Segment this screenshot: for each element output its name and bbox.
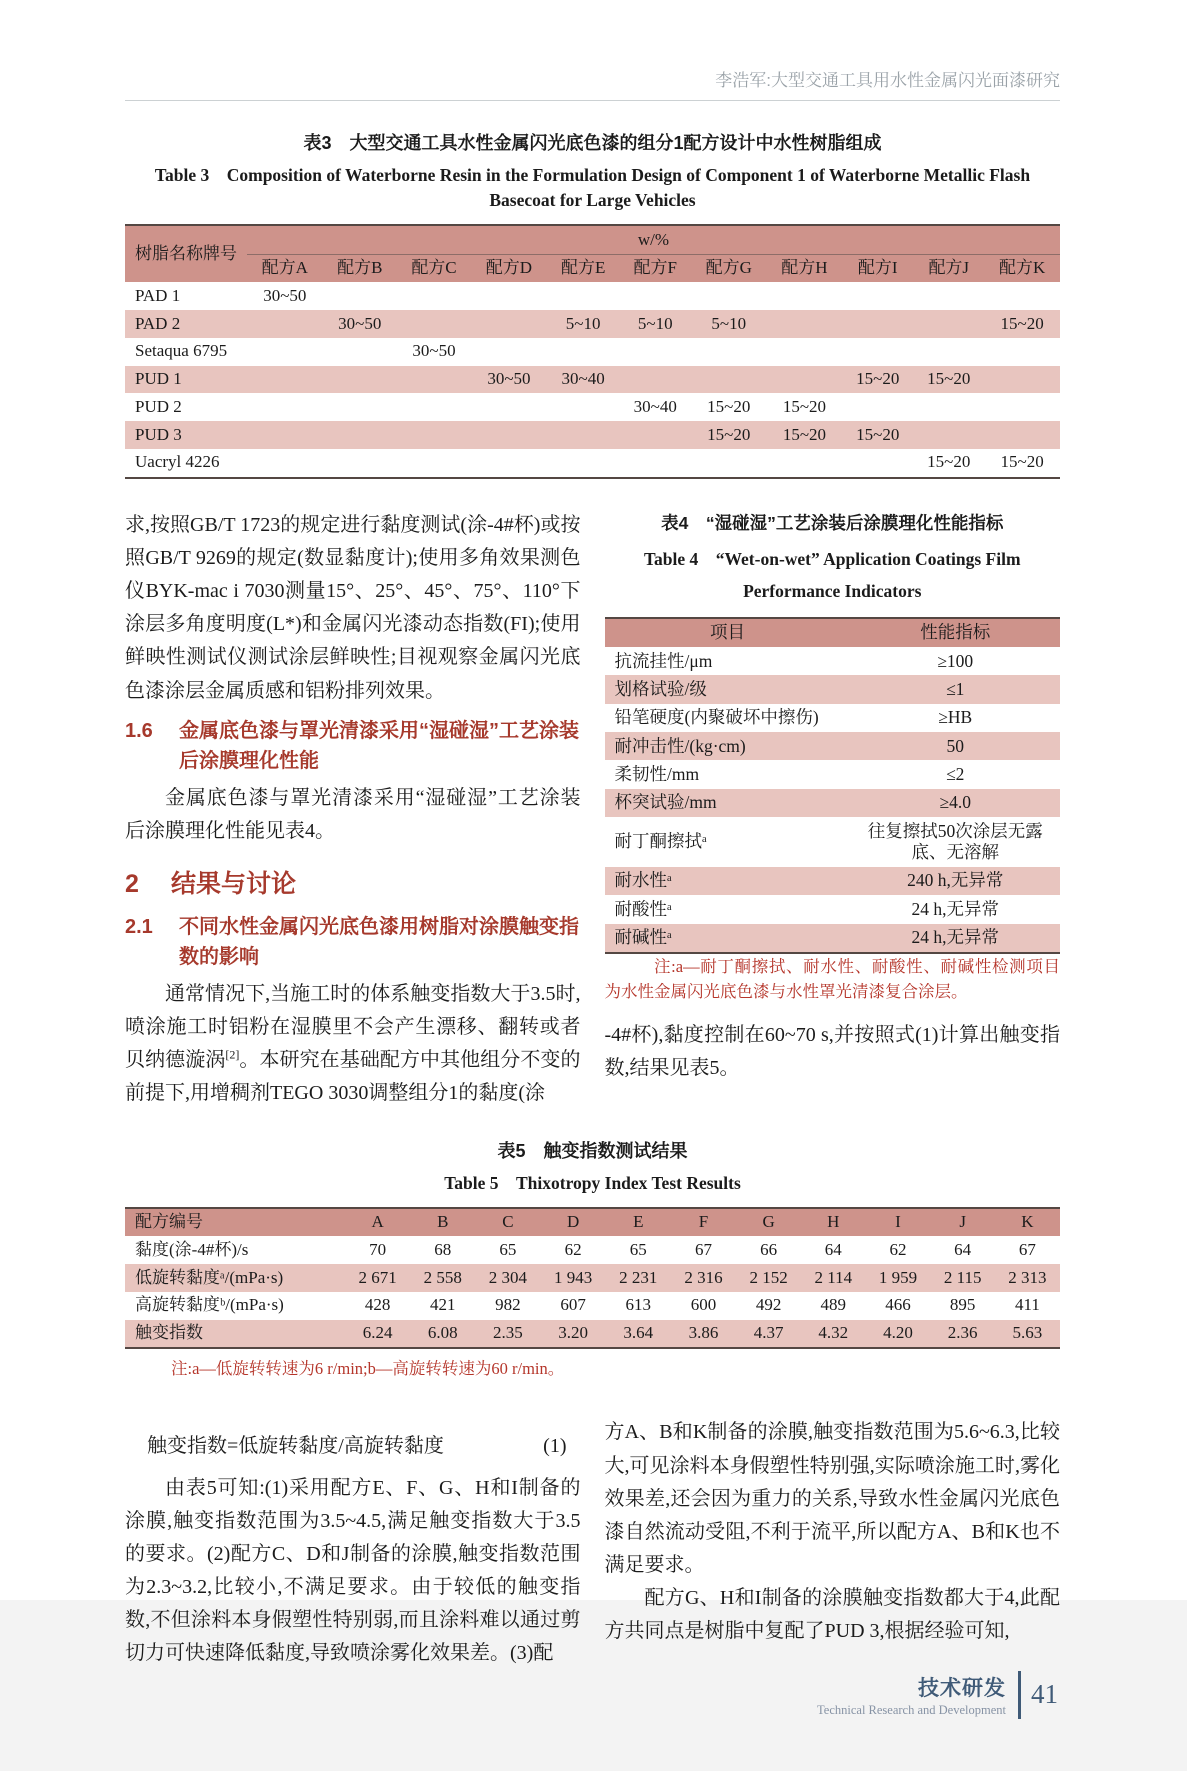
right-column-bottom [605, 1416, 1061, 1670]
table-row [125, 393, 1060, 421]
table-cell [767, 310, 843, 338]
table-cell [620, 338, 691, 366]
table-cell [397, 421, 471, 449]
table3 [125, 224, 1060, 479]
table-row [605, 895, 1061, 923]
table-cell: 66 [760, 1239, 778, 1259]
row-label: PUD 1 [125, 366, 247, 394]
table-cell: 30~50 [471, 366, 547, 394]
table-cell [547, 282, 620, 310]
table4-title-zh: 表4 “湿碰湿”工艺涂装后涂膜理化性能指标 [661, 512, 1004, 533]
table-cell: ≥HB [938, 707, 973, 728]
table-cell: 2.35 [475, 1320, 540, 1349]
table-cell: 2 558 [410, 1264, 475, 1292]
table-cell [547, 393, 620, 421]
table3-header-row-2 [125, 254, 1060, 282]
table-cell [767, 366, 843, 394]
table-cell [247, 338, 323, 366]
table-cell: 30~50 [412, 341, 456, 361]
table3-titles [125, 129, 1060, 211]
table-cell [984, 282, 1060, 310]
footer-divider [1018, 1671, 1021, 1719]
table4-titles [605, 509, 1061, 606]
table-row [125, 1320, 1060, 1349]
table-cell [620, 421, 691, 449]
table-row [605, 704, 1061, 732]
table-cell [913, 338, 984, 366]
table-cell [397, 449, 471, 478]
table-cell: 2 313 [995, 1264, 1060, 1292]
table-row [125, 338, 1060, 366]
column-header: 配方K [984, 254, 1060, 282]
table3-title-en-line1: Table 3 Composition of Waterborne Resin in the Formulation Design of Component 1 of Waterborne Metallic Flash [154, 165, 1031, 185]
table-row [125, 310, 1060, 338]
footer-section [817, 1672, 1006, 1718]
table-cell: 607 [560, 1295, 586, 1315]
upper-columns [125, 509, 1060, 1111]
footer-section-en: Technical Research and Development [817, 1702, 1006, 1717]
table-cell: 30~50 [263, 285, 307, 305]
paragraph: 由表5可知:(1)采用配方E、F、G、H和I制备的涂膜,触变指数范围为3.5~4.5,满足触变指数大于3.5的要求。(2)配方C、D和J制备的涂膜,触变指数范围为2.3~3.2,比较小,不满足要求。由于较低的触变指数,不但涂料本身假塑性特别弱,而且涂料难以通过剪切力可快速降低黏度,导致喷涂雾化效果差。(3)配 [125, 1476, 581, 1665]
table-cell [767, 449, 843, 478]
table-cell [471, 421, 547, 449]
row-label: 杯突试验/mm [605, 789, 851, 817]
table-cell [842, 338, 913, 366]
table-cell: 6.08 [410, 1320, 475, 1349]
table-cell: 492 [755, 1295, 782, 1315]
table-cell [397, 282, 471, 310]
table-cell: 466 [885, 1295, 911, 1315]
table-cell: 1 959 [865, 1264, 930, 1292]
table-cell [471, 338, 547, 366]
table-cell: 30~40 [633, 396, 677, 416]
table-cell [471, 310, 547, 338]
page-number: 41 [1031, 1679, 1058, 1710]
equation-1 [125, 1430, 581, 1463]
table-cell: 240 h,无异常 [850, 867, 1060, 895]
table-row [605, 924, 1061, 953]
right-column [605, 509, 1061, 1111]
table-cell: 982 [495, 1295, 521, 1315]
table-cell: 895 [949, 1295, 976, 1315]
left-column [125, 509, 581, 1111]
table-cell: 15~20 [707, 396, 751, 416]
row-label: PAD 2 [125, 310, 247, 338]
table-cell [620, 366, 691, 394]
table-cell: 70 [369, 1239, 387, 1259]
table-cell: 往复擦拭50次涂层无露底、无溶解 [867, 820, 1043, 862]
table4-title-en-line1: Table 4 “Wet-on-wet” Application Coatings Film [643, 548, 1021, 569]
table-cell: 30~40 [547, 366, 620, 394]
table-cell [547, 338, 620, 366]
column-header: C [475, 1208, 540, 1237]
table-cell [767, 282, 843, 310]
table-cell: ≥4.0 [850, 789, 1060, 817]
paragraph [125, 978, 581, 1111]
table-cell [323, 338, 397, 366]
table-cell: 67 [694, 1239, 712, 1259]
page-footer [817, 1671, 1060, 1771]
table-cell [913, 421, 984, 449]
table3-title-zh: 表3 大型交通工具水性金属闪光底色漆的组分1配方设计中水性树脂组成 [303, 133, 882, 153]
table-cell: 15~20 [1000, 452, 1044, 472]
table-cell: 600 [690, 1295, 717, 1315]
table-cell: 15~20 [842, 421, 913, 449]
table-cell: 65 [499, 1239, 517, 1259]
table-cell: 421 [430, 1295, 456, 1315]
table4 [605, 617, 1061, 954]
table-cell [842, 310, 913, 338]
table-cell [397, 310, 471, 338]
table-cell [397, 393, 471, 421]
equation-text: 触变指数=低旋转黏度/高旋转黏度 [147, 1435, 444, 1458]
table-row [605, 817, 1061, 867]
column-header: 配方G [691, 254, 767, 282]
table-cell [691, 449, 767, 478]
table4-col-header: 项目 [605, 618, 851, 647]
row-label: 低旋转黏度ᵃ/(mPa·s) [125, 1264, 345, 1292]
table-cell: 2 304 [475, 1264, 540, 1292]
table-cell [620, 282, 691, 310]
column-header: K [995, 1208, 1060, 1237]
citation-ref: [2] [225, 1047, 240, 1062]
table-row [125, 282, 1060, 310]
table-cell: 2 152 [736, 1264, 801, 1292]
row-label: 触变指数 [125, 1320, 345, 1349]
table-cell [547, 421, 620, 449]
table-cell: 65 [629, 1239, 647, 1259]
table-cell [247, 421, 323, 449]
table-cell: 62 [564, 1239, 582, 1259]
table-cell [767, 338, 843, 366]
column-header: 配方B [323, 254, 397, 282]
table-cell: 2.36 [931, 1320, 995, 1349]
table5-title-en: Table 5 Thixotropy Index Test Results [444, 1172, 741, 1193]
table-cell [984, 338, 1060, 366]
row-label: 抗流挂性/μm [614, 650, 713, 671]
row-label: Uacryl 4226 [135, 452, 220, 472]
table-cell [842, 282, 913, 310]
table3-section [125, 129, 1060, 479]
table-cell: 613 [625, 1295, 652, 1315]
table-cell: 3.86 [671, 1320, 736, 1349]
table-cell [691, 282, 767, 310]
table-cell [247, 310, 323, 338]
row-label: PUD 3 [125, 421, 247, 449]
table-cell [984, 366, 1060, 394]
row-label: 耐冲击性/(kg·cm) [605, 732, 851, 760]
column-header: H [801, 1208, 865, 1237]
heading-number: 2.1 [125, 915, 153, 938]
column-header: 配方F [620, 254, 691, 282]
table-row [125, 1236, 1060, 1264]
table-cell: 15~20 [842, 366, 913, 394]
table-cell: 5~10 [691, 310, 767, 338]
table-cell: 4.37 [736, 1320, 801, 1349]
table5-note: 注:a—低旋转转速为6 r/min;b—高旋转转速为60 r/min。 [171, 1359, 565, 1379]
table-cell: 4.20 [865, 1320, 930, 1349]
table-cell [842, 393, 913, 421]
table-cell [247, 393, 323, 421]
column-header: 配方C [397, 254, 471, 282]
table3-title-en-line2: Basecoat for Large Vehicles [489, 190, 696, 210]
table-row [605, 789, 1061, 817]
table-cell: 67 [1018, 1239, 1036, 1259]
column-header: 配方E [547, 254, 620, 282]
table-cell [247, 366, 323, 394]
table-cell: 1 943 [541, 1264, 606, 1292]
table3-span-header: w/% [247, 225, 1060, 254]
table3-corner-header: 树脂名称牌号 [125, 225, 247, 282]
equation-number: (1) [543, 1435, 567, 1458]
table-cell: 24 h,无异常 [850, 924, 1060, 953]
table-cell: 15~20 [767, 421, 843, 449]
table-cell [691, 366, 767, 394]
table5-titles [125, 1137, 1060, 1195]
table-cell: 3.20 [541, 1320, 606, 1349]
table-cell: 68 [434, 1239, 452, 1259]
row-label: 耐丁酮擦拭ᵃ [614, 831, 707, 852]
table4-title-en-line2: Performance Indicators [743, 580, 922, 601]
row-label: 高旋转黏度ᵇ/(mPa·s) [135, 1295, 284, 1315]
column-header: A [345, 1208, 410, 1237]
heading-2-1 [125, 912, 581, 972]
table-cell: 15~20 [782, 396, 827, 416]
table4-section [605, 509, 1061, 1005]
table-row [125, 449, 1060, 478]
heading-2 [125, 868, 581, 902]
table5-section [125, 1137, 1060, 1399]
table-cell [323, 449, 397, 478]
paragraph: 求,按照GB/T 1723的规定进行黏度测试(涂-4#杯)或按照GB/T 9269的规定(数显黏度计);使用多角效果测色仪BYK-mac i 7030测量15°、25°、45°、75°、110°下涂层多角度明度(L*)和金属闪光漆动态指数(FI);使用鲜映性测试仪测试涂层鲜映性;目视观察金属闪光底色漆涂层金属质感和铝粉排列效果。 [125, 513, 581, 702]
table5-title-zh: 表5 触变指数测试结果 [497, 1140, 688, 1161]
table-cell: ≤2 [946, 763, 965, 784]
table-row [605, 647, 1061, 675]
row-label: 耐酸性ᵃ [614, 898, 672, 919]
lower-columns [125, 1416, 1060, 1670]
footer-section-zh: 技术研发 [918, 1676, 1006, 1700]
row-label: PAD 1 [135, 285, 181, 305]
table-cell: ≥100 [937, 650, 974, 671]
table3-header-row-1 [125, 225, 1060, 254]
table-cell: 489 [820, 1295, 847, 1315]
row-label: 黏度(涂-4#杯)/s [135, 1239, 249, 1259]
table-cell [323, 282, 397, 310]
table-cell: 15~20 [691, 421, 767, 449]
table-cell: 64 [824, 1239, 842, 1259]
table-cell [471, 449, 547, 478]
table-cell [913, 393, 984, 421]
table-cell [471, 393, 547, 421]
table-cell [620, 449, 691, 478]
table-cell [323, 366, 397, 394]
heading-text: 不同水性金属闪光底色漆用树脂对涂膜触变指数的影响 [179, 915, 579, 968]
row-label: 柔韧性/mm [614, 763, 700, 784]
row-label: PUD 2 [135, 396, 182, 416]
heading-text: 金属底色漆与罩光清漆采用“湿碰湿”工艺涂装后涂膜理化性能 [179, 719, 579, 772]
table-cell [913, 282, 984, 310]
table-cell: 2 114 [801, 1264, 865, 1292]
table-cell [471, 282, 547, 310]
column-header: F [671, 1208, 736, 1237]
table-cell: 15~20 [984, 310, 1060, 338]
paragraph: 配方G、H和I制备的涂膜触变指数都大于4,此配方共同点是树脂中复配了PUD 3,根据经验可知, [604, 1587, 1060, 1643]
table-cell: 5.63 [995, 1320, 1060, 1349]
table4-note: 注:a—耐丁酮擦拭、耐水性、耐酸性、耐碱性检测项目为水性金属闪光底色漆与水性罩光清漆复合涂层。 [604, 956, 1060, 1002]
row-label: Setaqua 6795 [135, 341, 228, 361]
column-header: E [606, 1208, 671, 1237]
table-cell: 50 [850, 732, 1060, 760]
table-cell [397, 366, 471, 394]
table-cell [691, 338, 767, 366]
heading-number: 2 [125, 870, 139, 899]
table-cell: 62 [889, 1239, 907, 1259]
paragraph: -4#杯),黏度控制在60~70 s,并按照式(1)计算出触变指数,结果见表5。 [604, 1024, 1060, 1080]
column-header: G [736, 1208, 801, 1237]
table-cell [323, 421, 397, 449]
table-row [125, 421, 1060, 449]
table-row [125, 366, 1060, 394]
table-cell: 2 115 [931, 1264, 995, 1292]
column-header: 配方A [247, 254, 323, 282]
table-cell [984, 421, 1060, 449]
left-column-bottom [125, 1416, 581, 1670]
paragraph: 金属底色漆与罩光清漆采用“湿碰湿”工艺涂装后涂膜理化性能见表4。 [125, 786, 581, 842]
table-cell [842, 449, 913, 478]
table-cell [323, 393, 397, 421]
table-cell: 5~10 [547, 310, 620, 338]
table-cell: 15~20 [927, 452, 971, 472]
table-row [605, 760, 1061, 788]
table-cell: 6.24 [345, 1320, 410, 1349]
column-header: 配方D [471, 254, 547, 282]
column-header: D [541, 1208, 606, 1237]
heading-text: 结果与讨论 [171, 870, 297, 899]
row-label: 铅笔硬度(内聚破坏中擦伤) [614, 707, 819, 728]
table-cell: 428 [364, 1295, 391, 1315]
table-cell [984, 393, 1060, 421]
table-cell [547, 449, 620, 478]
table-cell: 4.32 [801, 1320, 865, 1349]
table5-corner-header: 配方编号 [125, 1208, 345, 1237]
table-row [605, 867, 1061, 895]
table-row [605, 675, 1061, 703]
table-row [125, 1292, 1060, 1320]
table-cell [247, 449, 323, 478]
row-label: 耐碱性ᵃ [605, 924, 851, 953]
table5-header-row [125, 1208, 1060, 1237]
table-cell: 64 [954, 1239, 972, 1259]
column-header: I [865, 1208, 930, 1237]
column-header: 配方J [913, 254, 984, 282]
running-title: 李浩军:大型交通工具用水性金属闪光面漆研究 [125, 66, 1060, 101]
table-cell: 30~50 [323, 310, 397, 338]
table-cell: 2 316 [671, 1264, 736, 1292]
row-label: 划格试验/级 [605, 675, 851, 703]
table5 [125, 1207, 1060, 1350]
table-cell: 411 [1014, 1295, 1040, 1315]
column-header: B [410, 1208, 475, 1237]
heading-number: 1.6 [125, 719, 153, 742]
paragraph: 方A、B和K制备的涂膜,触变指数范围为5.6~6.3,比较大,可见涂料本身假塑性特别强,实际喷涂施工时,雾化效果差,还会因为重力的关系,导致水性金属闪光底色漆自然流动受阻,不利于流平,所以配方A、B和K也不满足要求。 [604, 1421, 1060, 1577]
table4-col-header: 性能指标 [850, 618, 1060, 647]
table4-header-row [605, 618, 1061, 647]
column-header: 配方H [767, 254, 843, 282]
table-cell: 5~10 [620, 310, 691, 338]
paragraph-text: 。本研究在基础配方中其他组分不变的前提下,用增稠剂TEGO 3030调整组分1的黏度(涂 [125, 1049, 581, 1105]
table-cell: 2 231 [606, 1264, 671, 1292]
table-cell: 3.64 [606, 1320, 671, 1349]
heading-1-6 [125, 716, 581, 776]
paragraph-text: 通常情况下,当施工时的体系触变指数大于3.5时,喷涂施工时铝粉在湿膜里不会产生漂移、翻转或者贝纳德漩涡 [125, 982, 581, 1072]
table-cell: ≤1 [850, 675, 1060, 703]
table-row [605, 732, 1061, 760]
table-cell: 2 671 [345, 1264, 410, 1292]
column-header: J [931, 1208, 995, 1237]
table-cell: 15~20 [913, 366, 984, 394]
row-label: 耐水性ᵃ [605, 867, 851, 895]
column-header: 配方I [842, 254, 913, 282]
table-row [125, 1264, 1060, 1292]
table-cell: 24 h,无异常 [911, 898, 999, 919]
table-cell [913, 310, 984, 338]
